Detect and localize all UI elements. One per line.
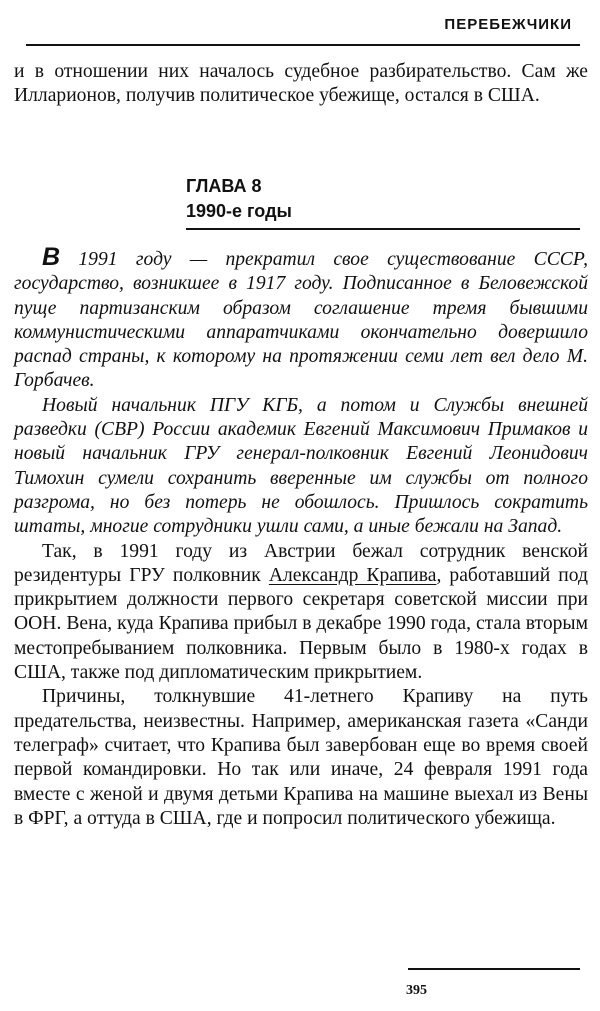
- continued-paragraph: и в отношении них началось судебное разбирательство. Сам же Илларионов, получив политическое убежище, остался в США.: [14, 61, 588, 107]
- chapter-title: 1990-е годы: [186, 201, 292, 221]
- footer-rule: [408, 968, 580, 970]
- chapter-rule: [186, 228, 580, 230]
- chapter-body: [14, 245, 588, 831]
- body-paragraph-1: [14, 540, 588, 686]
- running-head: ПЕРЕБЕЖЧИКИ: [444, 16, 572, 33]
- underlined-name: Александр Крапива: [268, 564, 437, 586]
- drop-cap: В: [42, 243, 61, 271]
- body-paragraph-1-end: , работавший под прикрытием должности первого секретаря советской миссии при ООН. Вена, куда Крапива прибыл в декабре 1990 года, стала вторым местопребыванием полковника. Первым было в 1980-х годах в США, также под дипломатическим прикрытием.: [14, 564, 588, 684]
- body-paragraph-1-start: Так, в 1991 году из Австрии бежал сотрудник венской резидентуры ГРУ полковник: [14, 540, 588, 586]
- continued-paragraph-block: [14, 60, 588, 109]
- chapter-label: ГЛАВА 8: [186, 176, 262, 196]
- intro-paragraph-1: [14, 245, 588, 394]
- intro-paragraph-1-text: 1991 году — прекратил свое существование СССР, государство, возникшее в 1917 году. Подписанное в Беловежской пуще партизанским образом соглашение тремя бывшими коммунистическими аппаратчиками окончательно довершило распад страны, к которому на протяжении семи лет вел дело М. Горбачев.: [14, 249, 588, 392]
- intro-paragraph-2: Новый начальник ПГУ КГБ, а потом и Службы внешней разведки (СВР) России академик Евгений Максимович Примаков и новый начальник ГРУ генерал-полковник Евгений Леонидович Тимохин сумели сохранить вверенные им службы от полного разгрома, но без потерь не обошлось. Пришлось сократить штаты, многие сотрудники ушли сами, а иные бежали на Запад.: [14, 394, 588, 538]
- header-rule: [26, 44, 580, 46]
- page-number: 395: [406, 983, 427, 998]
- body-paragraph-2: Причины, толкнувшие 41-летнего Крапиву на путь предательства, неизвестны. Например, американская газета «Санди телеграф» считает, что Крапива был завербован еще во время своей первой командировки. Но так или иначе, 24 февраля 1991 года вместе с женой и двумя детьми Крапива на машине выехал из Вены в ФРГ, а оттуда в США, где и попросил политического убежища.: [14, 686, 588, 829]
- chapter-heading: [186, 174, 292, 224]
